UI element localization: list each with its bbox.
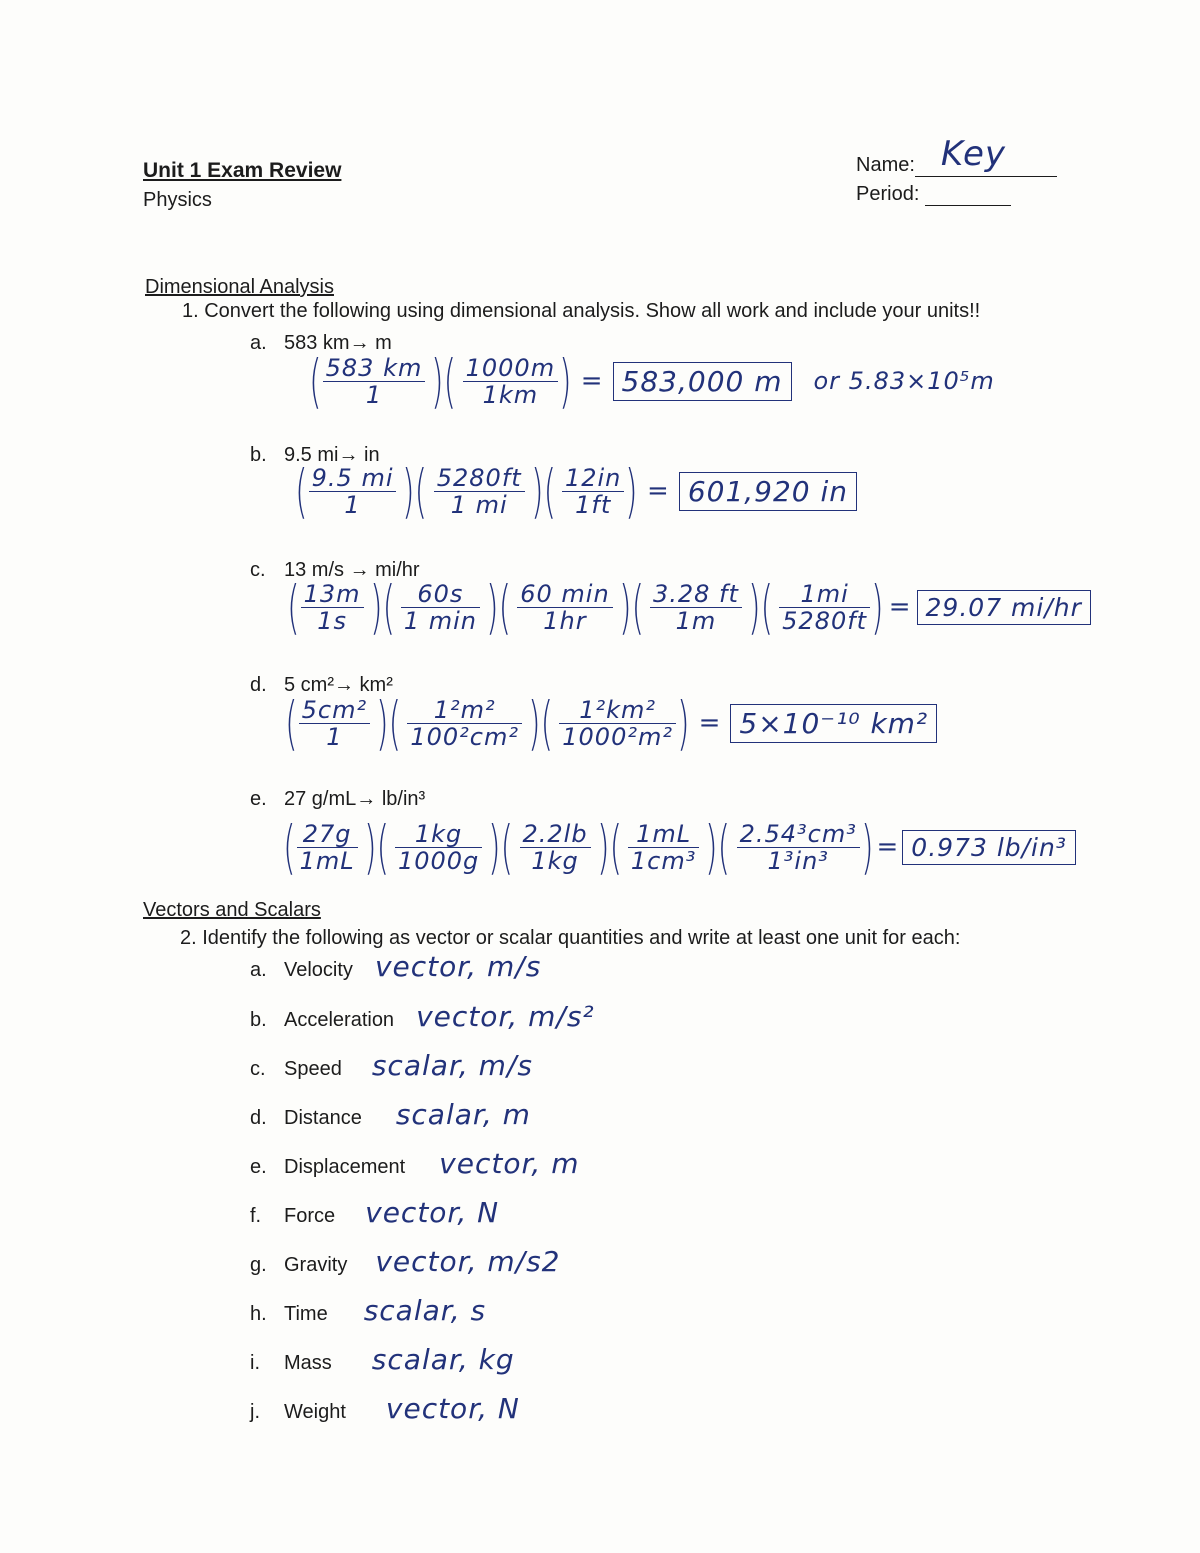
name-blank <box>915 134 1057 177</box>
problem-a-text: 583 km→ m <box>284 332 392 354</box>
fraction: $\frac{5280ft}{1 mi}$ <box>434 465 525 518</box>
term: Velocity <box>284 959 353 981</box>
fraction: $\frac{\text{5cm²}}{1}$ <box>299 697 370 750</box>
document-title: Unit 1 Exam Review <box>143 159 342 182</box>
fraction: $\frac{\text{1²km²}}{\text{1000²m²}}$ <box>559 697 676 750</box>
period-label: Period: <box>856 183 920 205</box>
period-field <box>856 183 1011 206</box>
list-item: b. Acceleration vector, m/s² <box>250 1000 595 1033</box>
problem-a-work: ( $\frac{583 km}{1}$ )( $\frac{1000m}{1km}$ ) = 583,000 m or 5.83×10⁵m <box>309 347 995 415</box>
question-2: 2. Identify the following as vector or scalar quantities and write at least one unit for each: <box>180 927 961 949</box>
problem-e-letter: e. <box>250 788 267 810</box>
name-field <box>856 134 1057 177</box>
problem-a-alt-answer: or 5.83×10⁵m <box>813 367 995 395</box>
fraction: $\frac{1mi}{5280ft}$ <box>779 581 870 634</box>
term: Speed <box>284 1058 342 1080</box>
period-blank <box>925 185 1011 206</box>
list-item: a. Velocity vector, m/s <box>250 950 542 983</box>
fraction: $\frac{\text{2.54³cm³}}{\text{1³in³}}$ <box>737 821 860 874</box>
fraction: $\frac{27g}{1mL}$ <box>297 821 358 874</box>
answer: scalar, m/s <box>371 1049 533 1082</box>
problem-b-text: 9.5 mi→ in <box>284 444 380 466</box>
fraction: $\frac{60 \min}{1hr}$ <box>517 581 612 634</box>
problem-c-answer: 29.07 mi/hr <box>917 590 1091 625</box>
term: Acceleration <box>284 1009 395 1031</box>
problem-b-answer: 601,920 in <box>679 472 857 511</box>
answer: scalar, kg <box>371 1343 515 1376</box>
fraction: $\frac{2.2lb}{1kg}$ <box>520 821 591 874</box>
list-item: c. Speed scalar, m/s <box>250 1049 533 1082</box>
problem-d-work: ( $\frac{\text{5cm²}}{1}$ )( $\frac{\text{1²m²}}{\text{100²cm²}}$ )( $\frac{\text{1²km²}}{\text{1000²m²}}$ ) = 5×10⁻¹⁰ km² <box>286 694 937 752</box>
fraction: $\frac{1mL}{\text{1cm³}}$ <box>628 821 699 874</box>
term: Gravity <box>284 1254 348 1276</box>
problem-c-text: 13 m/s → mi/hr <box>284 559 420 581</box>
problem-c-work: ( $\frac{13m}{1s}$ )( $\frac{60s}{1 \min}$ )( $\frac{60 \min}{1hr}$ )( $\frac{3.28 ft}{1m}$ )( $\frac{1mi}{5280ft}$ ) = 29.07 mi/hr <box>288 578 1091 636</box>
term: Distance <box>284 1107 362 1129</box>
list-item: f. Force vector, N <box>250 1196 500 1229</box>
answer: vector, N <box>365 1196 500 1229</box>
answer: scalar, s <box>363 1294 487 1327</box>
problem-c-letter: c. <box>250 559 266 581</box>
list-item: j. Weight vector, N <box>250 1392 520 1425</box>
problem-d-letter: d. <box>250 674 267 696</box>
fraction: $\frac{3.28 ft}{1m}$ <box>650 581 742 634</box>
term: Time <box>284 1303 328 1325</box>
problem-e-work: ( $\frac{27g}{1mL}$ )( $\frac{1kg}{1000g}$ )( $\frac{2.2lb}{1kg}$ )( $\frac{1mL}{\text{1cm³}}$ )( $\frac{\text{2.54³cm³}}{\text{1³in³}}$ ) = 0.973 lb/in³ <box>284 818 1076 876</box>
problem-a-answer: 583,000 m <box>613 362 792 401</box>
term: Force <box>284 1205 336 1227</box>
problem-b-letter: b. <box>250 444 267 466</box>
list-item: h. Time scalar, s <box>250 1294 487 1327</box>
term: Displacement <box>284 1156 406 1178</box>
fraction: $\frac{60s}{1 \min}$ <box>401 581 480 634</box>
fraction: $\frac{1kg}{1000g}$ <box>395 821 482 874</box>
problem-a-letter: a. <box>250 332 267 354</box>
name-value: Key <box>940 134 1007 174</box>
answer: vector, m/s2 <box>375 1245 561 1278</box>
term: Mass <box>284 1352 332 1374</box>
fraction: $\frac{583 km}{1}$ <box>323 355 426 408</box>
problem-d-answer: 5×10⁻¹⁰ km² <box>730 704 937 743</box>
answer: scalar, m <box>395 1098 531 1131</box>
problem-e-answer: 0.973 lb/in³ <box>902 830 1076 865</box>
name-label: Name: <box>856 154 915 176</box>
list-item: d. Distance scalar, m <box>250 1098 531 1131</box>
section-heading-vectors-and-scalars: Vectors and Scalars <box>143 899 321 921</box>
term: Weight <box>284 1401 346 1423</box>
answer: vector, N <box>385 1392 520 1425</box>
subject-label: Physics <box>143 189 212 211</box>
answer: vector, m/s² <box>416 1000 595 1033</box>
list-item: g. Gravity vector, m/s2 <box>250 1245 561 1278</box>
problem-e-text: 27 g/mL→ lb/in³ <box>284 788 426 810</box>
answer: vector, m <box>439 1147 580 1180</box>
problem-b-work: ( $\frac{9.5 mi}{1}$ )( $\frac{5280ft}{1 mi}$ )( $\frac{12in}{1ft}$ ) = 601,920 in <box>296 462 857 520</box>
question-1: 1. Convert the following using dimensional analysis. Show all work and include your units!! <box>182 300 981 322</box>
problem-e-prompt <box>250 788 425 811</box>
fraction: $\frac{12in}{1ft}$ <box>562 465 624 518</box>
section-heading-dimensional-analysis: Dimensional Analysis <box>145 276 334 298</box>
problem-d-text: 5 cm²→ km² <box>284 674 393 696</box>
fraction: $\frac{\text{1²m²}}{\text{100²cm²}}$ <box>407 697 522 750</box>
fraction: $\frac{1000m}{1km}$ <box>463 355 558 408</box>
fraction: $\frac{13m}{1s}$ <box>301 581 364 634</box>
list-item: e. Displacement vector, m <box>250 1147 580 1180</box>
fraction: $\frac{9.5 mi}{1}$ <box>309 465 397 518</box>
answer: vector, m/s <box>374 950 542 983</box>
list-item: i. Mass scalar, kg <box>250 1343 515 1376</box>
